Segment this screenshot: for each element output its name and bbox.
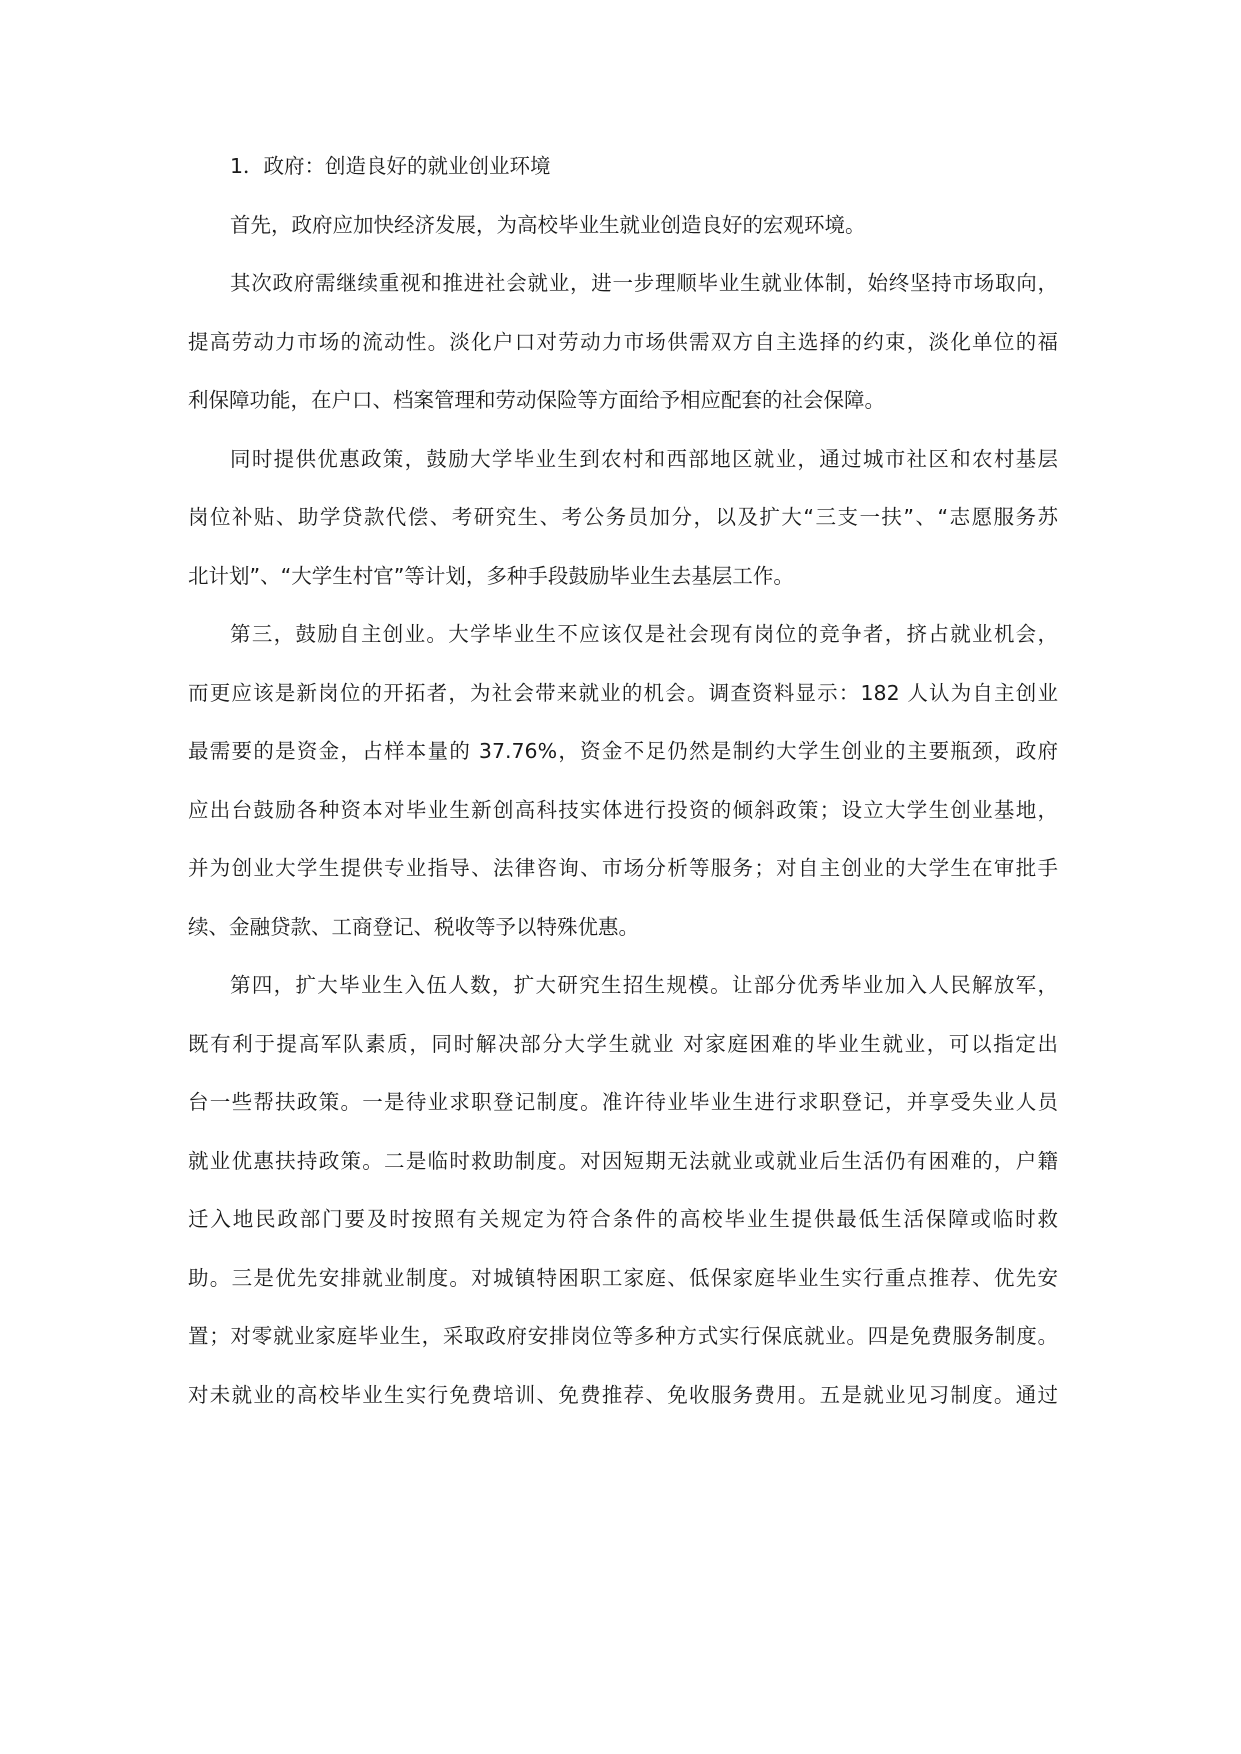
paragraph-line: 台一些帮扶政策。一是待业求职登记制度。准许待业毕业生进行求职登记，并享受失业人员 [188,1090,1058,1114]
paragraph-line: 其次政府需继续重视和推进社会就业，进一步理顺毕业生就业体制，始终坚持市场取向， [230,271,1058,295]
paragraph-line: 应出台鼓励各种资本对毕业生新创高科技实体进行投资的倾斜政策；设立大学生创业基地， [188,798,1058,822]
paragraph-line: 最需要的是资金，占样本量的 37.76%，资金不足仍然是制约大学生创业的主要瓶颈，政府 [188,739,1058,763]
paragraph-line: 同时提供优惠政策，鼓励大学毕业生到农村和西部地区就业，通过城市社区和农村基层 [230,447,1058,471]
paragraph-line: 首先，政府应加快经济发展，为高校毕业生就业创造良好的宏观环境。 [230,213,866,237]
paragraph-line: 续、金融贷款、工商登记、税收等予以特殊优惠。 [188,915,639,939]
paragraph-line: 提高劳动力市场的流动性。淡化户口对劳动力市场供需双方自主选择的约束，淡化单位的福 [188,330,1058,354]
paragraph-line: 就业优惠扶持政策。二是临时救助制度。对因短期无法就业或就业后生活仍有困难的，户籍 [188,1149,1058,1173]
paragraph-line: 第三，鼓励自主创业。大学毕业生不应该仅是社会现有岗位的竞争者，挤占就业机会， [230,622,1058,646]
paragraph-line: 利保障功能，在户口、档案管理和劳动保险等方面给予相应配套的社会保障。 [188,388,885,412]
section-heading: 1．政府：创造良好的就业创业环境 [230,154,551,178]
paragraph-line: 既有利于提高军队素质，同时解决部分大学生就业 对家庭困难的毕业生就业，可以指定出 [188,1032,1058,1056]
paragraph-line: 迁入地民政部门要及时按照有关规定为符合条件的高校毕业生提供最低生活保障或临时救 [188,1207,1058,1231]
paragraph-line: 助。三是优先安排就业制度。对城镇特困职工家庭、低保家庭毕业生实行重点推荐、优先安 [188,1266,1058,1290]
paragraph-line: 置；对零就业家庭毕业生，采取政府安排岗位等多种方式实行保底就业。四是免费服务制度。 [188,1324,1058,1348]
paragraph-line: 北计划”、“大学生村官”等计划，多种手段鼓励毕业生去基层工作。 [188,564,794,588]
paragraph-line: 对未就业的高校毕业生实行免费培训、免费推荐、免收服务费用。五是就业见习制度。通过 [188,1383,1058,1407]
paragraph-line: 第四，扩大毕业生入伍人数，扩大研究生招生规模。让部分优秀毕业加入人民解放军， [230,973,1058,997]
paragraph-line: 并为创业大学生提供专业指导、法律咨询、市场分析等服务；对自主创业的大学生在审批手 [188,856,1058,880]
paragraph-line: 而更应该是新岗位的开拓者，为社会带来就业的机会。调查资料显示：182 人认为自主创业 [188,681,1058,705]
paragraph-line: 岗位补贴、助学贷款代偿、考研究生、考公务员加分，以及扩大“三支一扶”、“志愿服务苏 [188,505,1058,529]
